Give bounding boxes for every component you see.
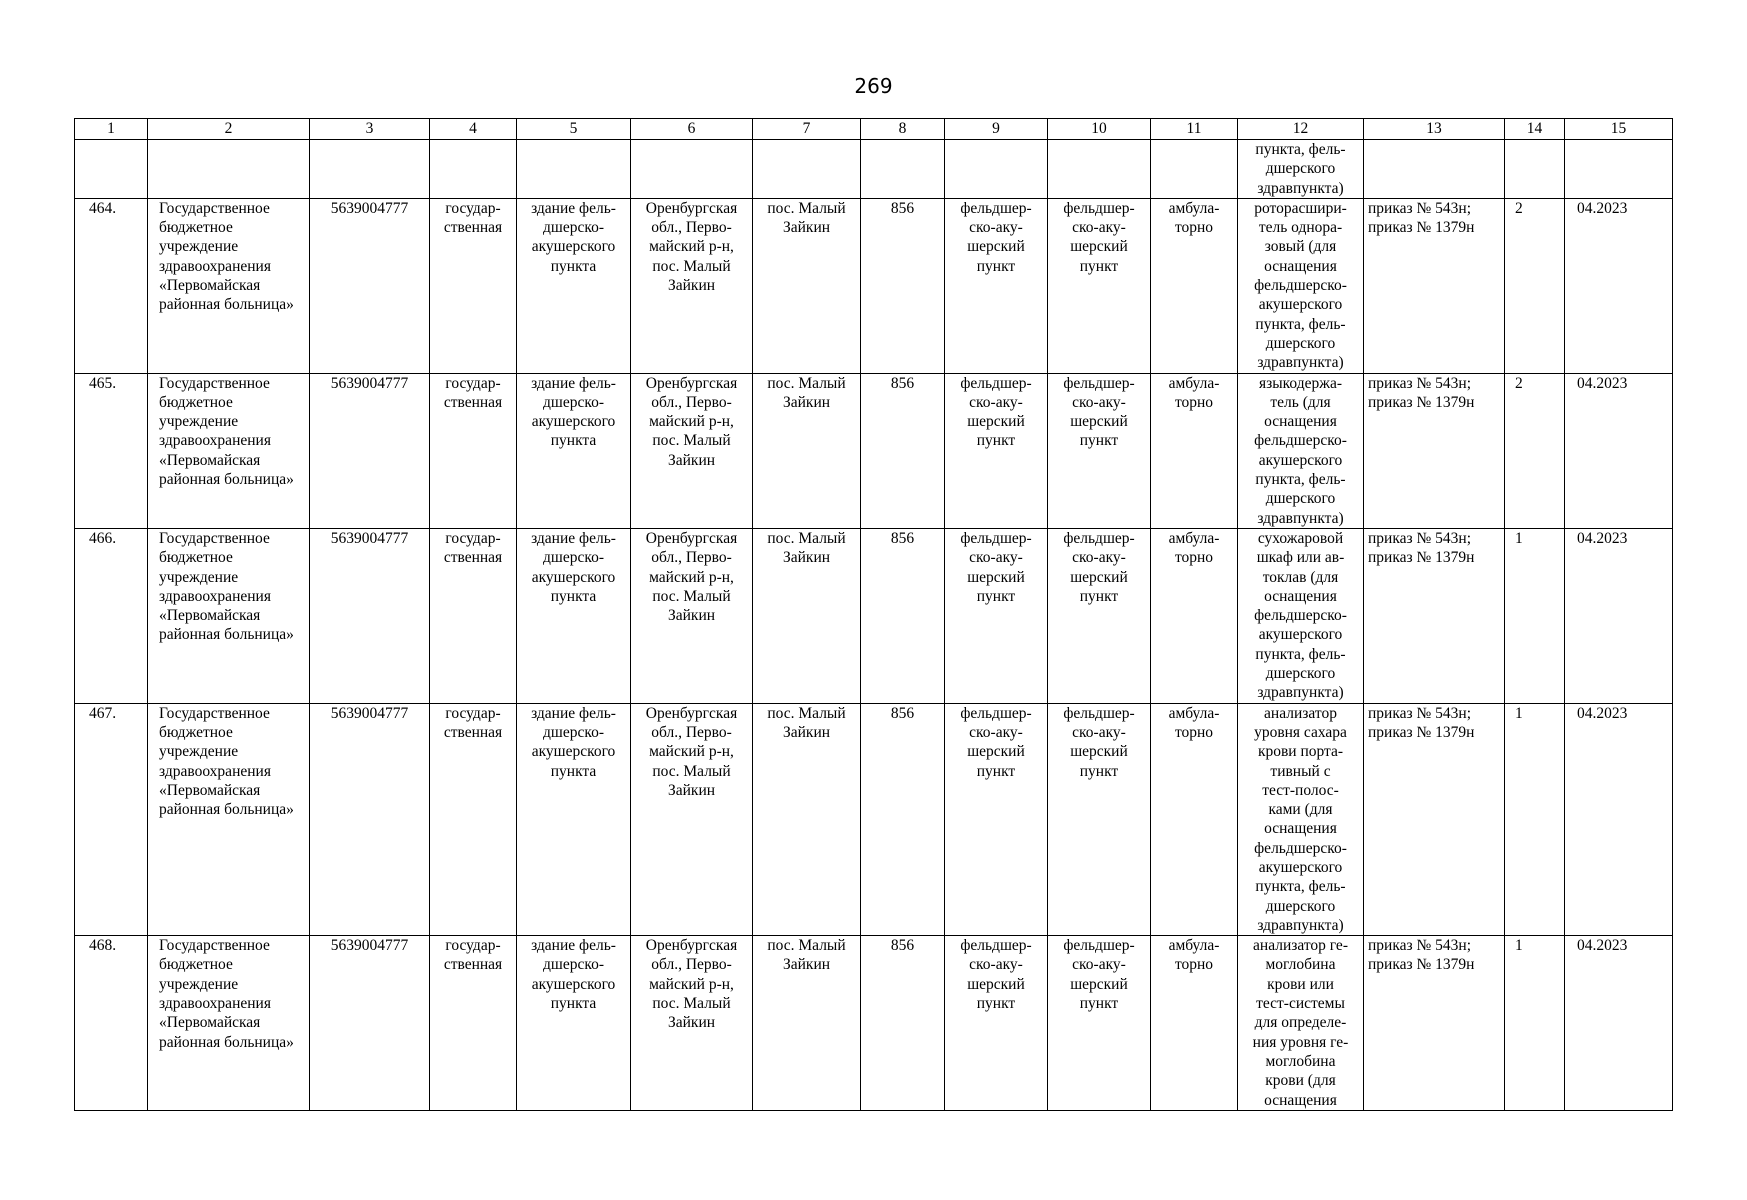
column-header: 10 — [1048, 119, 1151, 140]
facility-type: фельдшер- ско-аку- шерский пункт — [945, 373, 1048, 528]
settlement: пос. Малый Зайкин — [753, 528, 861, 703]
column-header: 9 — [945, 119, 1048, 140]
facility-subtype: фельдшер- ско-аку- шерский пункт — [1048, 528, 1151, 703]
column-header: 2 — [148, 119, 310, 140]
delivery-period: 04.2023 — [1565, 198, 1673, 373]
facility-subtype: фельдшер- ско-аку- шерский пункт — [1048, 198, 1151, 373]
ownership-form: государ- ственная — [430, 703, 517, 936]
inn: 5639004777 — [310, 373, 430, 528]
organization-name: Государственное бюджетное учреждение здравоохранения «Первомайская районная больница» — [148, 528, 310, 703]
address: Оренбургская обл., Перво- майский р-н, пос. Малый Зайкин — [631, 198, 753, 373]
regulatory-order: приказ № 543н; приказ № 1379н — [1364, 936, 1505, 1111]
care-condition: амбула- торно — [1151, 373, 1238, 528]
facility-subtype: фельдшер- ско-аку- шерский пункт — [1048, 703, 1151, 936]
column-header: 1 — [75, 119, 148, 140]
care-condition: амбула- торно — [1151, 936, 1238, 1111]
equipment-name: сухожаровой шкаф или ав- токлав (для оснащения фельдшерско- акушерского пункта, фель- дшерского здравпункта) — [1238, 528, 1364, 703]
column-header: 15 — [1565, 119, 1673, 140]
organization-name: Государственное бюджетное учреждение здравоохранения «Первомайская районная больница» — [148, 373, 310, 528]
organization-name: Государственное бюджетное учреждение здравоохранения «Первомайская районная больница» — [148, 198, 310, 373]
row-number: 466. — [75, 528, 148, 703]
continuation-row — [75, 140, 1673, 199]
organization-name: Государственное бюджетное учреждение здравоохранения «Первомайская районная больница» — [148, 936, 310, 1111]
facility-type: фельдшер- ско-аку- шерский пункт — [945, 198, 1048, 373]
column-header: 6 — [631, 119, 753, 140]
settlement: пос. Малый Зайкин — [753, 198, 861, 373]
care-condition: амбула- торно — [1151, 198, 1238, 373]
delivery-period: 04.2023 — [1565, 528, 1673, 703]
building-type: здание фель- дшерско- акушерского пункта — [517, 373, 631, 528]
equipment-name: роторасшири- тель однора- зовый (для оснащения фельдшерско- акушерского пункта, фель- дшерского здравпункта) — [1238, 198, 1364, 373]
quantity: 1 — [1505, 528, 1565, 703]
registry-table — [74, 118, 1673, 1111]
inn: 5639004777 — [310, 703, 430, 936]
page-number: 269 — [854, 74, 893, 98]
address: Оренбургская обл., Перво- майский р-н, пос. Малый Зайкин — [631, 936, 753, 1111]
quantity: 2 — [1505, 198, 1565, 373]
table-row — [75, 528, 1673, 703]
settlement-code: 856 — [861, 528, 945, 703]
regulatory-order: приказ № 543н; приказ № 1379н — [1364, 528, 1505, 703]
column-header: 13 — [1364, 119, 1505, 140]
row-number: 464. — [75, 198, 148, 373]
address: Оренбургская обл., Перво- майский р-н, пос. Малый Зайкин — [631, 528, 753, 703]
column-header: 7 — [753, 119, 861, 140]
inn: 5639004777 — [310, 198, 430, 373]
settlement: пос. Малый Зайкин — [753, 703, 861, 936]
ownership-form: государ- ственная — [430, 528, 517, 703]
building-type: здание фель- дшерско- акушерского пункта — [517, 528, 631, 703]
settlement: пос. Малый Зайкин — [753, 936, 861, 1111]
ownership-form: государ- ственная — [430, 936, 517, 1111]
settlement-code: 856 — [861, 936, 945, 1111]
column-header: 4 — [430, 119, 517, 140]
equipment-name: анализатор ге- моглобина крови или тест-системы для определе- ния уровня ге- моглобина крови (для оснащения — [1238, 936, 1364, 1111]
settlement: пос. Малый Зайкин — [753, 373, 861, 528]
quantity: 1 — [1505, 936, 1565, 1111]
table-row — [75, 198, 1673, 373]
care-condition: амбула- торно — [1151, 703, 1238, 936]
equipment-name: языкодержа- тель (для оснащения фельдшерско- акушерского пункта, фель- дшерского здравпункта) — [1238, 373, 1364, 528]
regulatory-order: приказ № 543н; приказ № 1379н — [1364, 703, 1505, 936]
facility-type: фельдшер- ско-аку- шерский пункт — [945, 703, 1048, 936]
building-type: здание фель- дшерско- акушерского пункта — [517, 936, 631, 1111]
settlement-code: 856 — [861, 703, 945, 936]
table-row — [75, 936, 1673, 1111]
settlement-code: 856 — [861, 198, 945, 373]
delivery-period: 04.2023 — [1565, 703, 1673, 936]
column-header: 5 — [517, 119, 631, 140]
care-condition: амбула- торно — [1151, 528, 1238, 703]
row-number: 465. — [75, 373, 148, 528]
continuation-text: пункта, фель- дшерского здравпункта) — [1238, 140, 1364, 199]
column-header: 14 — [1505, 119, 1565, 140]
column-number-row — [75, 119, 1673, 140]
building-type: здание фель- дшерско- акушерского пункта — [517, 703, 631, 936]
quantity: 2 — [1505, 373, 1565, 528]
inn: 5639004777 — [310, 936, 430, 1111]
delivery-period: 04.2023 — [1565, 936, 1673, 1111]
facility-type: фельдшер- ско-аку- шерский пункт — [945, 528, 1048, 703]
row-number: 467. — [75, 703, 148, 936]
delivery-period: 04.2023 — [1565, 373, 1673, 528]
facility-subtype: фельдшер- ско-аку- шерский пункт — [1048, 936, 1151, 1111]
column-header: 12 — [1238, 119, 1364, 140]
regulatory-order: приказ № 543н; приказ № 1379н — [1364, 198, 1505, 373]
column-header: 3 — [310, 119, 430, 140]
inn: 5639004777 — [310, 528, 430, 703]
settlement-code: 856 — [861, 373, 945, 528]
column-header: 11 — [1151, 119, 1238, 140]
row-number: 468. — [75, 936, 148, 1111]
address: Оренбургская обл., Перво- майский р-н, пос. Малый Зайкин — [631, 703, 753, 936]
ownership-form: государ- ственная — [430, 373, 517, 528]
quantity: 1 — [1505, 703, 1565, 936]
facility-subtype: фельдшер- ско-аку- шерский пункт — [1048, 373, 1151, 528]
table-row — [75, 373, 1673, 528]
organization-name: Государственное бюджетное учреждение здравоохранения «Первомайская районная больница» — [148, 703, 310, 936]
table-row — [75, 703, 1673, 936]
equipment-name: анализатор уровня сахара крови порта- тивный с тест-полос- ками (для оснащения фельдшерско- акушерского пункта, фель- дшерского здравпункта) — [1238, 703, 1364, 936]
ownership-form: государ- ственная — [430, 198, 517, 373]
building-type: здание фель- дшерско- акушерского пункта — [517, 198, 631, 373]
facility-type: фельдшер- ско-аку- шерский пункт — [945, 936, 1048, 1111]
address: Оренбургская обл., Перво- майский р-н, пос. Малый Зайкин — [631, 373, 753, 528]
regulatory-order: приказ № 543н; приказ № 1379н — [1364, 373, 1505, 528]
column-header: 8 — [861, 119, 945, 140]
